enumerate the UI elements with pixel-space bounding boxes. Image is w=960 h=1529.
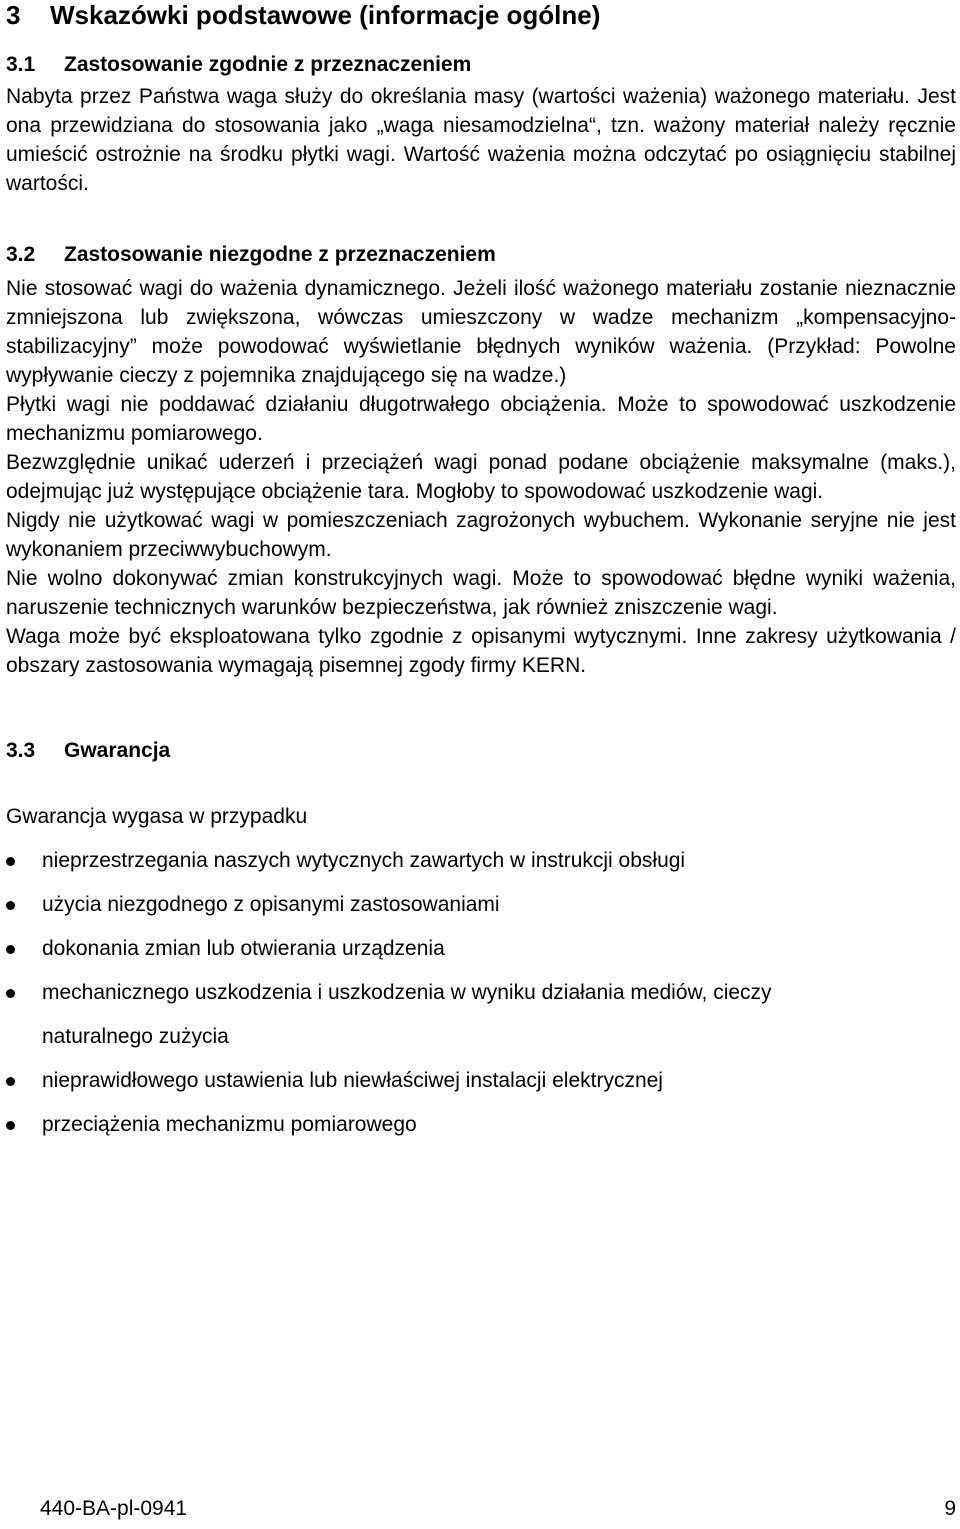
- list-item-continuation: [6, 1015, 956, 1059]
- paragraph: Gwarancja wygasa w przypadku: [6, 805, 308, 828]
- list-item: [6, 839, 956, 883]
- list-item: [6, 971, 956, 1015]
- list-item-text: nieprzestrzegania naszych wytycznych zawartych w instrukcji obsługi: [42, 849, 686, 872]
- page-number: 9: [944, 1497, 956, 1520]
- section-number: 3.1: [6, 53, 36, 76]
- bullet-icon: [6, 989, 15, 998]
- paragraph: Nabyta przez Państwa waga służy do określania masy (wartości ważenia) ważonego materiału. Jest ona przewidziana do stosowania jako „waga niesamodzielna“, tzn. ważony materiał należy ręcznie umieścić ostrożnie na środku płytki wagi. Wartość ważenia można odczytać po osiągnięciu stabilnej wartości.: [6, 85, 956, 195]
- section-heading: [6, 738, 956, 764]
- paragraph: Nigdy nie użytkować wagi w pomieszczeniach zagrożonych wybuchem. Wykonanie seryjne nie jest wykonaniem przeciwwybuchowym.: [6, 509, 956, 561]
- warranty-exclusion-list: [6, 839, 956, 1147]
- section-3-1: [6, 52, 956, 198]
- document-page: [6, 0, 956, 1147]
- list-item-text: nieprawidłowego ustawienia lub niewłaściwej instalacji elektrycznej: [42, 1069, 663, 1092]
- paragraph: Bezwzględnie unikać uderzeń i przeciążeń wagi ponad podane obciążenie maksymalne (maks.), odejmując już występujące obciążenie tara. Mogłoby to spowodować uszkodzenie wagi.: [6, 451, 956, 503]
- list-item: [6, 927, 956, 971]
- chapter-heading: [6, 0, 956, 30]
- document-code: 440-BA-pl-0941: [40, 1497, 188, 1520]
- chapter-number: 3: [6, 0, 21, 30]
- paragraph: Waga może być eksploatowana tylko zgodnie z opisanymi wytycznymi. Inne zakresy użytkowania / obszary zastosowania wymagają pisemnej zgody firmy KERN.: [6, 625, 956, 677]
- bullet-icon: [6, 945, 15, 954]
- bullet-icon: [6, 1077, 15, 1086]
- section-3-3: [6, 738, 956, 1147]
- list-item-text: mechanicznego uszkodzenia i uszkodzenia w wyniku działania mediów, cieczy: [42, 981, 772, 1004]
- list-item: [6, 1103, 956, 1147]
- section-number: 3.2: [6, 243, 36, 266]
- list-item: [6, 883, 956, 927]
- section-title: Gwarancja: [64, 739, 171, 762]
- section-heading: [6, 242, 956, 268]
- list-item-text: przeciążenia mechanizmu pomiarowego: [42, 1113, 417, 1136]
- section-number: 3.3: [6, 739, 36, 762]
- paragraph: Nie wolno dokonywać zmian konstrukcyjnych wagi. Może to spowodować błędne wyniki ważenia, naruszenie technicznych warunków bezpieczeństwa, jak również zniszczenie wagi.: [6, 567, 956, 619]
- section-3-2: [6, 242, 956, 680]
- bullet-icon: [6, 857, 15, 866]
- section-title: Zastosowanie niezgodne z przeznaczeniem: [64, 243, 496, 266]
- section-heading: [6, 52, 956, 78]
- list-item-text: dokonania zmian lub otwierania urządzenia: [42, 937, 445, 960]
- bullet-icon: [6, 1121, 15, 1130]
- paragraph: Nie stosować wagi do ważenia dynamicznego. Jeżeli ilość ważonego materiału zostanie nieznacznie zmniejszona lub zwiększona, wówczas umieszczony w wadze mechanizm „kompensacyjno-stabilizacyjny” może powodować wyświetlanie błędnych wyników ważenia. (Przykład: Powolne wypływanie cieczy z pojemnika znajdującego się na wadze.): [6, 277, 956, 387]
- list-item-text: naturalnego zużycia: [42, 1025, 229, 1048]
- chapter-title: Wskazówki podstawowe (informacje ogólne): [50, 0, 601, 30]
- paragraph: Płytki wagi nie poddawać działaniu długotrwałego obciążenia. Może to spowodować uszkodzenie mechanizmu pomiarowego.: [6, 393, 956, 445]
- bullet-icon: [6, 901, 15, 910]
- list-item-text: użycia niezgodnego z opisanymi zastosowaniami: [42, 893, 500, 916]
- section-title: Zastosowanie zgodnie z przeznaczeniem: [64, 53, 472, 76]
- list-item: [6, 1059, 956, 1103]
